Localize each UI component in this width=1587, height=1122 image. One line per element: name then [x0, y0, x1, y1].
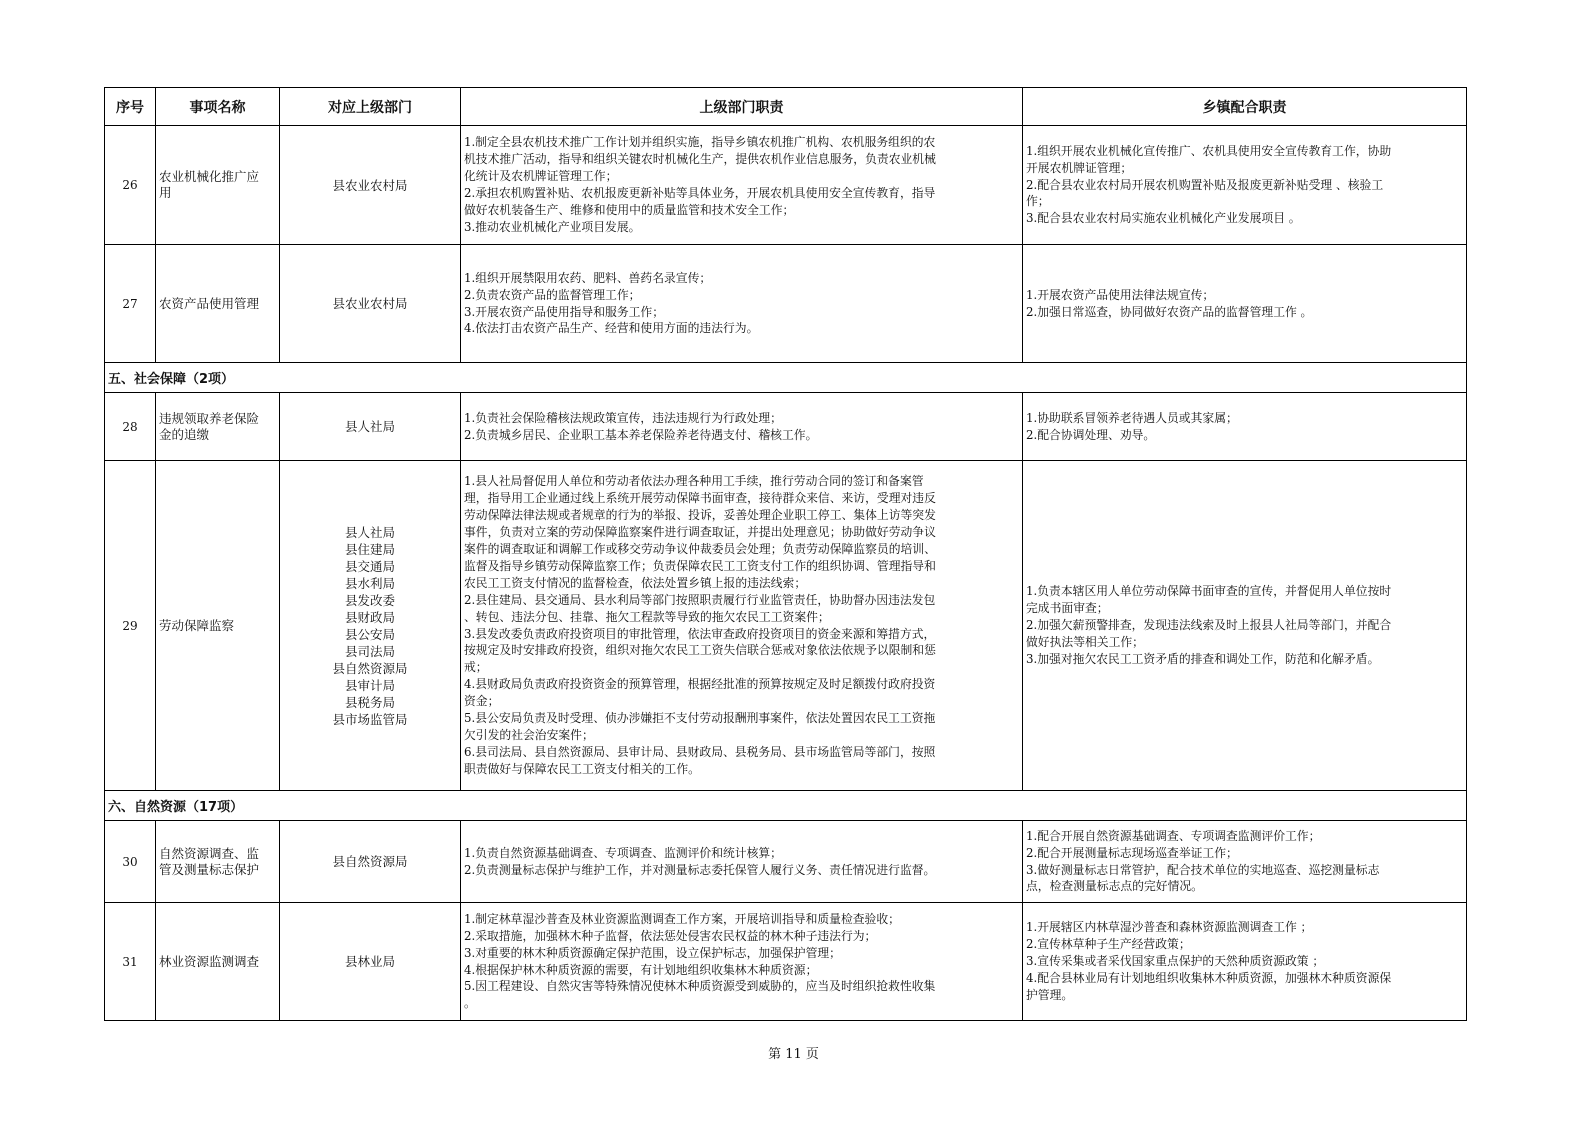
text-line: 1.配合开展自然资源基础调查、专项调查监测评价工作；: [1026, 828, 1321, 843]
text-line: 3.宣传采集或者采伐国家重点保护的天然种质资源政策 ；: [1026, 954, 1325, 969]
text-line: 县发改委: [344, 592, 395, 608]
text-line: 1.负责自然资源基础调查、专项调查、监测评价和统计核算；: [464, 845, 782, 860]
text-line: 3.配合县农业农村局实施农业机械化产业发展项目 。: [1026, 211, 1301, 226]
text-line: 5.因工程建设、自然灾害等特殊情况使林木种质资源受到威胁的，应当及时组织抢救性收集: [464, 979, 936, 994]
item-number: 26: [105, 126, 156, 245]
text-line: 管及测量标志保护: [159, 861, 260, 877]
text-line: 县司法局: [344, 643, 395, 659]
text-line: 2.负责测量标志保护与维护工作，并对测量标志委托保管人履行义务、责任情况进行监督。: [464, 862, 936, 877]
text-line: 2.配合县农业农村局开展农机购置补贴及报废更新补贴受理 、核验工: [1026, 177, 1384, 192]
section-row: [105, 363, 1467, 393]
text-line: 2.宣传林草种子生产经营政策；: [1026, 937, 1191, 952]
section-row: [105, 791, 1467, 821]
text-line: 1.制定林草湿沙普查及林业资源监测调查工作方案，开展培训指导和质量检查验收；: [464, 911, 900, 926]
text-line: 1.负责社会保险稽核法规政策宣传，违法违规行为行政处理；: [464, 410, 782, 425]
text-line: 县住建局: [344, 541, 395, 557]
text-line: 1.县人社局督促用人单位和劳动者依法办理各种用工手续，推行劳动合同的签订和备案管: [464, 474, 924, 489]
text-line: 劳动保障法律法规或者规章的行为的举报、投诉，妥善处理企业职工停工、集体上访等突发: [464, 508, 936, 523]
section-title: 五、社会保障（2项）: [105, 363, 1467, 393]
town-duty: [1023, 461, 1467, 791]
text-line: 县水利局: [344, 575, 395, 591]
town-duty: [1023, 903, 1467, 1021]
text-line: 3.开展农资产品使用指导和服务工作；: [464, 304, 665, 319]
item-name: [156, 821, 280, 903]
text-line: 劳动保障监察: [159, 617, 235, 633]
text-line: 化统计及农机牌证管理工作；: [464, 169, 618, 184]
text-line: 1.负责本辖区用人单位劳动保障书面审查的宣传，并督促用人单位按时: [1026, 584, 1392, 599]
upper-duty: [461, 903, 1023, 1021]
text-line: 5.县公安局负责及时受理、侦办涉嫌拒不支付劳动报酬刑事案件，依法处置因农民工工资拖: [464, 711, 936, 726]
text-line: 用: [159, 185, 172, 200]
upper-department: [280, 903, 461, 1021]
town-duty: [1023, 126, 1467, 245]
text-line: 县人社局: [344, 524, 395, 540]
text-line: 案件的调查取证和调解工作或移交劳动争议仲裁委员会处理；负责劳动保障监察员的培训、: [464, 541, 936, 556]
upper-department: [280, 393, 461, 461]
text-line: 2.加强欠薪预警排查，发现违法线索及时上报县人社局等部门，并配合: [1026, 618, 1392, 633]
text-line: 3.推动农业机械化产业项目发展。: [464, 219, 641, 234]
text-line: 县林业局: [344, 954, 395, 969]
responsibility-table: [104, 87, 1467, 1021]
text-line: 完成书面审查；: [1026, 601, 1109, 616]
text-line: 4.县财政局负责政府投资资金的预算管理，根据经批准的预算按规定及时足额拨付政府投资: [464, 677, 936, 692]
text-line: 6.县司法局、县自然资源局、县审计局、县财政局、县税务局、县市场监管局等部门，按照: [464, 744, 936, 759]
text-line: 资金；: [464, 694, 500, 709]
item-number: 31: [105, 903, 156, 1021]
upper-duty: [461, 821, 1023, 903]
text-line: 做好执法等相关工作；: [1026, 634, 1144, 649]
text-line: 2.负责城乡居民、企业职工基本养老保险养老待遇支付、稽核工作。: [464, 427, 818, 442]
town-duty: [1023, 393, 1467, 461]
text-line: 自然资源调查、监: [159, 845, 260, 861]
table-row: [105, 126, 1467, 245]
text-line: 理，指导用工企业通过线上系统开展劳动保障书面审查，接待群众来信、来访，受理对违反: [464, 491, 936, 506]
upper-duty: [461, 461, 1023, 791]
text-line: 4.配合县林业局有计划地组织收集林木种质资源，加强林木种质资源保: [1026, 970, 1392, 985]
upper-duty: [461, 393, 1023, 461]
text-line: 2.配合开展测量标志现场巡查举证工作；: [1026, 845, 1238, 860]
text-line: 事件，负责对立案的劳动保障监察案件进行调查取证，并提出处理意见；协助做好劳动争议: [464, 525, 936, 540]
text-line: 2.采取措施，加强林木种子监督，依法惩处侵害农民权益的林木种子违法行为；: [464, 928, 877, 943]
text-line: 县审计局: [344, 677, 395, 693]
town-duty: [1023, 821, 1467, 903]
table-row: [105, 393, 1467, 461]
text-line: 戒；: [464, 660, 488, 675]
text-line: 护管理。: [1026, 987, 1074, 1002]
text-line: 县市场监管局: [332, 711, 408, 727]
text-line: 机技术推广活动，指导和组织关键农时机械化生产，提供农机作业信息服务，负责农业机械: [464, 152, 936, 167]
text-line: 县人社局: [344, 419, 395, 434]
table-row: [105, 245, 1467, 363]
text-line: 3.县发改委负责政府投资项目的审批管理，依法审查政府投资项目的资金来源和筹措方式，: [464, 626, 936, 641]
item-number: 30: [105, 821, 156, 903]
text-line: 按规定及时安排政府投资，组织对拖欠农民工工资失信联合惩戒对象依法依规予以限制和惩: [464, 643, 936, 658]
header-row: [105, 88, 1467, 126]
text-line: 3.做好测量标志日常管护，配合技术单位的实地巡查、巡挖测量标志: [1026, 862, 1380, 877]
table-row: [105, 903, 1467, 1021]
text-line: 县自然资源局: [332, 854, 408, 869]
item-name: [156, 245, 280, 363]
town-duty: [1023, 245, 1467, 363]
item-name: [156, 461, 280, 791]
table-row: [105, 461, 1467, 791]
text-line: 2.加强日常巡查，协同做好农资产品的监督管理工作 。: [1026, 304, 1313, 319]
text-line: 县自然资源局: [332, 660, 408, 676]
text-line: 3.对重要的林木种质资源确定保护范围，设立保护标志，加强保护管理；: [464, 945, 841, 960]
text-line: 农民工工资支付情况的监督检查，依法处置乡镇上报的违法线索；: [464, 575, 807, 590]
upper-department: [280, 245, 461, 363]
text-line: 点，检查测量标志点的完好情况。: [1026, 879, 1203, 894]
item-number: 27: [105, 245, 156, 363]
text-line: 3.加强对拖欠农民工工资矛盾的排查和调处工作，防范和化解矛盾。: [1026, 651, 1380, 666]
header-dept: 对应上级部门: [280, 88, 461, 126]
upper-department: [280, 461, 461, 791]
text-line: 4.依法打击农资产品生产、经营和使用方面的违法行为。: [464, 321, 759, 336]
text-line: 违规领取养老保险: [159, 410, 260, 426]
text-line: 1.开展辖区内林草湿沙普查和森林资源监测调查工作 ；: [1026, 920, 1313, 935]
header-upper-duty: 上级部门职责: [461, 88, 1023, 126]
text-line: 监督及指导乡镇劳动保障监察工作；负责保障农民工工资支付工作的组织协调、管理指导和: [464, 558, 936, 573]
text-line: 县财政局: [344, 609, 395, 625]
text-line: 欠引发的社会治安案件；: [464, 727, 594, 742]
text-line: 做好农机装备生产、维修和使用中的质量监管和技术安全工作；: [464, 202, 795, 217]
text-line: 2.县住建局、县交通局、县水利局等部门按照职责履行行业监管责任，协助督办因违法发包: [464, 592, 936, 607]
text-line: 、转包、违法分包、挂靠、拖欠工程款等导致的拖欠农民工工资案件；: [464, 609, 830, 624]
table-row: [105, 821, 1467, 903]
upper-department: [280, 821, 461, 903]
item-number: 29: [105, 461, 156, 791]
text-line: 职责做好与保障农民工工资支付相关的工作。: [464, 761, 700, 776]
upper-duty: [461, 245, 1023, 363]
text-line: 1.协助联系冒领养老待遇人员或其家属；: [1026, 410, 1238, 425]
section-title: 六、自然资源（17项）: [105, 791, 1467, 821]
text-line: 1.制定全县农机技术推广工作计划并组织实施，指导乡镇农机推广机构、农机服务组织的农: [464, 135, 936, 150]
item-name: [156, 393, 280, 461]
text-line: 2.负责农资产品的监督管理工作；: [464, 287, 641, 302]
text-line: 林业资源监测调查: [159, 953, 260, 969]
text-line: 金的追缴: [159, 426, 210, 442]
text-line: 县农业农村局: [332, 177, 408, 193]
text-line: 县公安局: [344, 626, 395, 642]
upper-duty: [461, 126, 1023, 245]
text-line: 。: [464, 996, 476, 1011]
text-line: 县税务局: [344, 694, 395, 710]
text-line: 作；: [1026, 194, 1050, 209]
text-line: 1.组织开展农业机械化宣传推广、农机具使用安全宣传教育工作，协助: [1026, 143, 1392, 158]
text-line: 1.开展农资产品使用法律法规宣传；: [1026, 287, 1215, 302]
item-name: [156, 126, 280, 245]
header-name: 事项名称: [156, 88, 280, 126]
text-line: 2.承担农机购置补贴、农机报废更新补贴等具体业务，开展农机具使用安全宣传教育，指导: [464, 186, 936, 200]
header-no: 序号: [105, 88, 156, 126]
text-line: 农业机械化推广应: [159, 169, 260, 184]
text-line: 4.根据保护林木种质资源的需要，有计划地组织收集林木种质资源；: [464, 962, 818, 977]
text-line: 农资产品使用管理: [159, 295, 260, 311]
page-number: 第 11 页: [768, 1047, 819, 1062]
upper-department: [280, 126, 461, 245]
item-number: 28: [105, 393, 156, 461]
text-line: 1.组织开展禁限用农药、肥料、兽药名录宣传；: [464, 270, 712, 285]
item-name: [156, 903, 280, 1021]
text-line: 县交通局: [344, 558, 395, 574]
text-line: 县农业农村局: [332, 296, 408, 311]
text-line: 2.配合协调处理、劝导。: [1026, 427, 1156, 442]
text-line: 开展农机牌证管理；: [1026, 160, 1133, 175]
header-town-duty: 乡镇配合职责: [1023, 88, 1467, 126]
